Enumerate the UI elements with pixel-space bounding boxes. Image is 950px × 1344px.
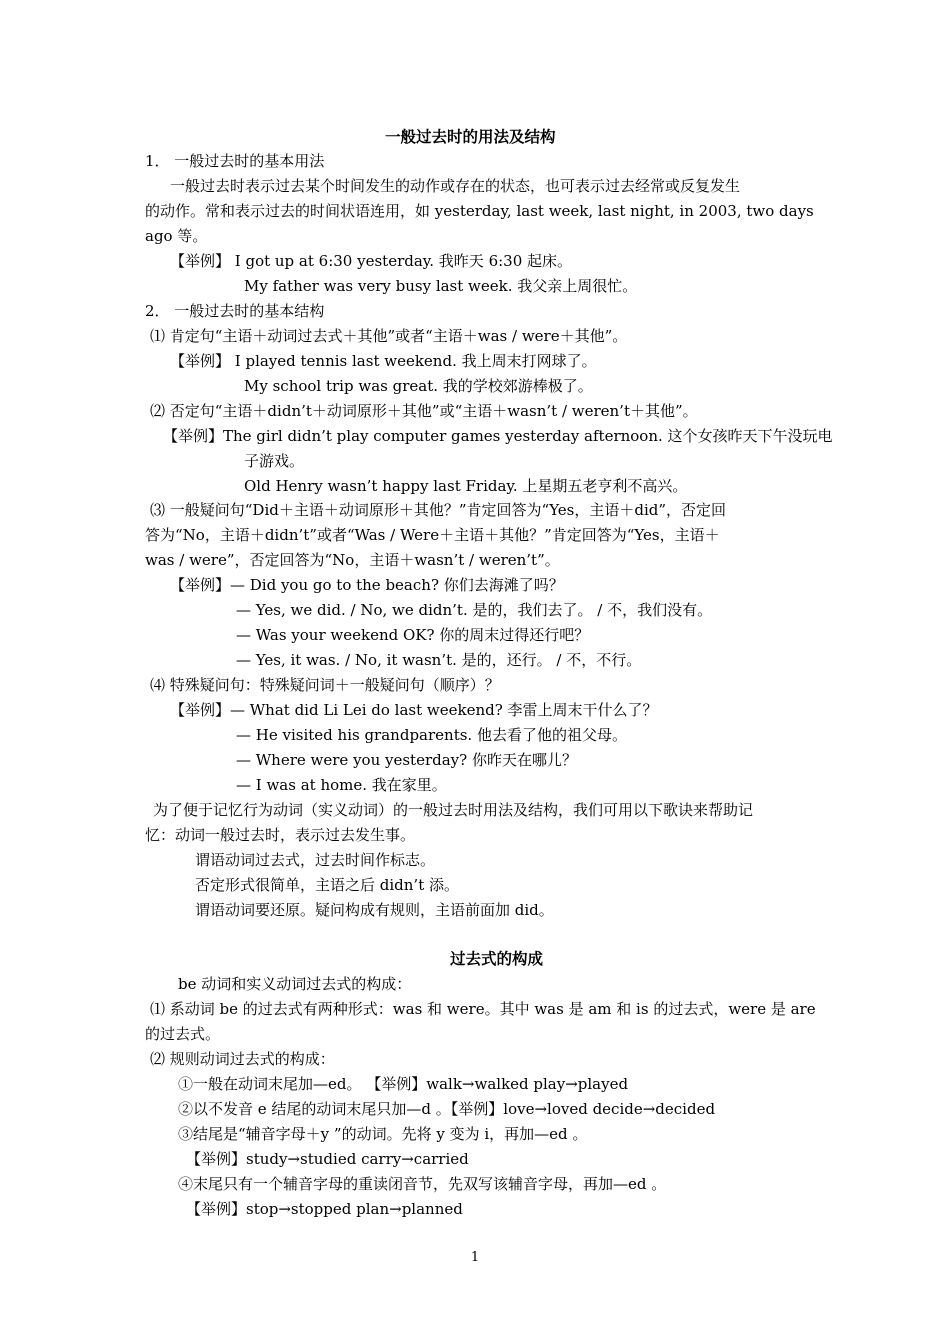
paragraph-line: 一般过去时表示过去某个时间发生的动作或存在的状态，也可表示过去经常或反复发生 xyxy=(170,177,741,195)
example-line: My school trip was great. 我的学校郊游棒极了。 xyxy=(244,377,593,395)
example-line: — Where were you yesterday? 你昨天在哪儿？ xyxy=(236,751,577,769)
memory-verse: 谓语动词过去式，过去时间作标志。 xyxy=(195,851,436,869)
memory-verse: 否定形式很简单，主语之后 didn’t 添。 xyxy=(195,876,459,894)
example-line: 子游戏。 xyxy=(244,452,305,470)
example-line: — Yes, we did. / No, we didn’t. 是的，我们去了。 / 不，我们没有。 xyxy=(236,601,713,619)
rule-example: 【举例】study→studied carry→carried xyxy=(186,1150,469,1168)
heading-basic-usage: 1． 一般过去时的基本用法 xyxy=(145,152,325,170)
example-line: 【举例】 I played tennis last weekend. 我上周末打网球了。 xyxy=(170,352,597,370)
structure-question: ⑶ 一般疑问句“Did＋主语＋动词原形＋其他？”肯定回答为“Yes，主语＋did”，否定回 xyxy=(150,501,727,519)
example-line: My father was very busy last week. 我父亲上周很忙。 xyxy=(244,277,638,295)
example-line: — Yes, it was. / No, it wasn’t. 是的，还行。 / 不，不行。 xyxy=(236,651,642,669)
paragraph-line: 的动作。常和表示过去的时间状语连用，如 yesterday, last week, last night, in 2003, two days xyxy=(145,202,814,220)
heading-basic-structure: 2． 一般过去时的基本结构 xyxy=(145,302,325,320)
rule-be-verb: ⑴ 系动词 be 的过去式有两种形式：was 和 were。其中 was 是 am 和 is 的过去式，were 是 are xyxy=(150,1000,816,1018)
example-line: 【举例】— Did you go to the beach? 你们去海滩了吗？ xyxy=(170,576,564,594)
structure-affirmative: ⑴ 肯定句“主语＋动词过去式＋其他”或者“主语＋was / were＋其他”。 xyxy=(150,327,628,345)
paragraph-line: ago 等。 xyxy=(145,227,208,245)
example-line: — I was at home. 我在家里。 xyxy=(236,776,447,794)
rule-item: ①一般在动词末尾加—ed。 【举例】walk→walked play→played xyxy=(178,1075,629,1093)
structure-negative: ⑵ 否定句“主语＋didn’t＋动词原形＋其他”或“主语＋wasn’t / weren’t＋其他”。 xyxy=(150,402,698,420)
rule-example: 【举例】stop→stopped plan→planned xyxy=(186,1200,463,1218)
section-title-past-tense: 一般过去时的用法及结构 xyxy=(385,127,556,146)
example-line: — Was your weekend OK? 你的周末过得还行吧？ xyxy=(236,626,590,644)
structure-wh-question: ⑷ 特殊疑问句：特殊疑问词＋一般疑问句（顺序）？ xyxy=(150,676,500,694)
memory-paragraph: 为了便于记忆行为动词（实义动词）的一般过去时用法及结构，我们可用以下歌诀来帮助记 xyxy=(153,801,754,819)
rule-item: ②以不发音 e 结尾的动词末尾只加—d 。【举例】love→loved decide→decided xyxy=(178,1100,716,1118)
intro-line: be 动词和实义动词过去式的构成： xyxy=(178,975,412,993)
rule-item: ④末尾只有一个辅音字母的重读闭音节，先双写该辅音字母，再加—ed 。 xyxy=(178,1175,667,1193)
rule-regular-verbs: ⑵ 规则动词过去式的构成： xyxy=(150,1050,335,1068)
example-line: 【举例】— What did Li Lei do last weekend? 李雷上周末干什么了？ xyxy=(170,701,658,719)
example-line: 【举例】The girl didn’t play computer games yesterday afternoon. 这个女孩昨天下午没玩电 xyxy=(163,427,833,445)
structure-question: 答为“No，主语＋didn’t”或者“Was / Were＋主语＋其他？”肯定回答为“Yes，主语＋ xyxy=(145,526,720,544)
page-number: 1 xyxy=(470,1250,480,1265)
example-line: Old Henry wasn’t happy last Friday. 上星期五老亨利不高兴。 xyxy=(244,477,688,495)
memory-verse: 谓语动词要还原。疑问构成有规则，主语前面加 did。 xyxy=(195,901,554,919)
memory-paragraph: 忆：动词一般过去时，表示过去发生事。 xyxy=(145,826,416,844)
rule-be-verb: 的过去式。 xyxy=(145,1025,221,1043)
rule-item: ③结尾是“辅音字母＋y ”的动词。先将 y 变为 i，再加—ed 。 xyxy=(178,1125,588,1143)
section-title-past-form: 过去式的构成 xyxy=(450,949,544,968)
example-line: — He visited his grandparents. 他去看了他的祖父母。 xyxy=(236,726,627,744)
example-line: 【举例】 I got up at 6:30 yesterday. 我昨天 6:30 起床。 xyxy=(170,252,573,270)
structure-question: was / were”，否定回答为“No，主语＋wasn’t / weren’t”。 xyxy=(145,551,560,569)
